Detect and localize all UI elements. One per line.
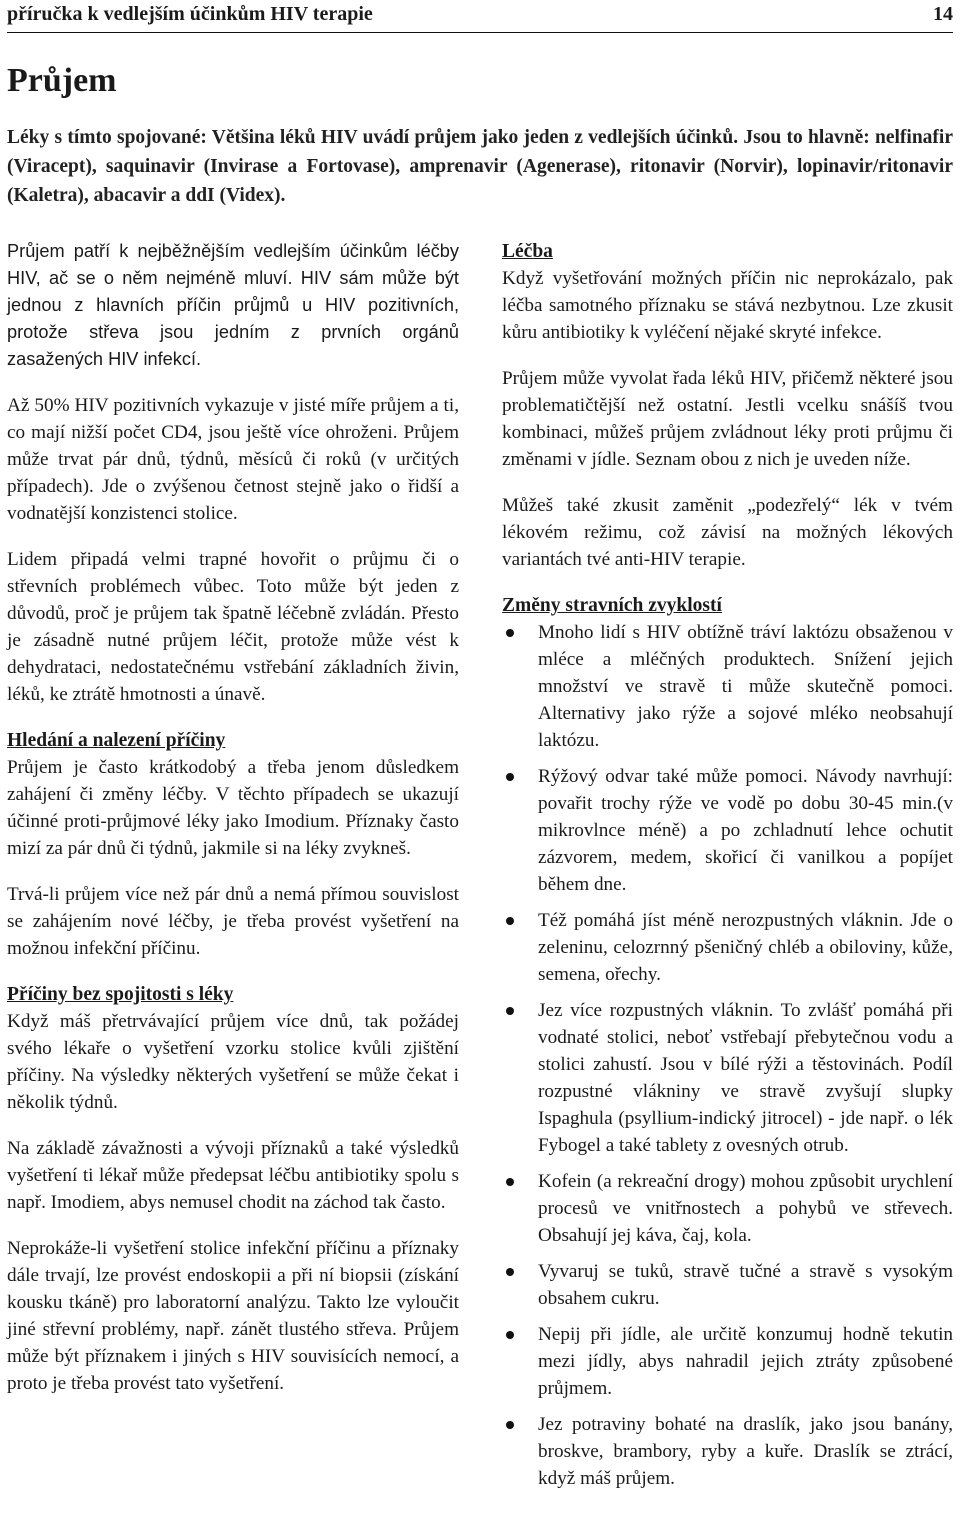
bullet-icon (506, 1268, 514, 1276)
list-item (502, 1168, 953, 1249)
paragraph-stool-test: Když máš přetrvávající průjem více dnů, tak požádej svého lékaře o vyšetření vzorku stolice kvůli zjištění příčiny. Na výsledky některých vyšetření se může čekat i několik týdnů. (7, 1011, 459, 1113)
heading-non-drug-causes: Příčiny bez spojitosti s léky (7, 984, 234, 1005)
paragraph-treatment: Když vyšetřování možných příčin nic neprokázalo, pak léčba samotného příznaku se stává nezbytnou. Lze zkusit kůru antibiotiky k vyléčení nějaké skryté infekce. (502, 268, 953, 343)
heading-diet-changes: Změny stravních zvyklostí (502, 595, 722, 616)
list-item-text: Nepij při jídle, ale určitě konzumuj hodně tekutin mezi jídly, abys nahradil jejich ztráty způsobené průjmem. (538, 1324, 953, 1399)
bullet-icon (506, 1178, 514, 1186)
list-item (502, 619, 953, 754)
list-item-text: Jez potraviny bohaté na draslík, jako jsou banány, broskve, brambory, ryby a kuře. Draslík se ztrácí, když máš průjem. (538, 1414, 953, 1489)
list-item (502, 1411, 953, 1492)
document-page (7, 0, 953, 1489)
diet-tips-list (502, 619, 953, 1492)
list-item (502, 907, 953, 988)
list-item-text: Rýžový odvar také může pomoci. Návody navrhují: povařit trochy rýže ve vodě po dobu 30-45 min.(v mikrovlnce méně) a po zchladnutí lehce ochutit zázvorem, medem, skořicí či vanilkou a popíjet během dne. (538, 766, 953, 895)
bullet-icon (506, 773, 514, 781)
paragraph-prevalence: Až 50% HIV pozitivních vykazuje v jisté míře průjem a ti, co mají nižší počet CD4, jsou ještě více ohroženi. Průjem může trvat pár dnů, týdnů, měsíců či roků (v určitých případech). Jde o zvýšenou četnost stejně jako o řidší a vodnatější konzistenci stolice. (7, 395, 459, 524)
list-item-text: Též pomáhá jíst méně nerozpustných vláknin. Jde o zeleninu, celozrnný pšeničný chléb a obiloviny, kůže, semena, ořechy. (538, 910, 953, 985)
list-item (502, 1258, 953, 1312)
list-item (502, 763, 953, 898)
paragraph-persisting: Trvá-li průjem více než pár dnů a nemá přímou souvislost se zahájením nové léčby, je třeba provést vyšetření na možnou infekční příčinu. (7, 884, 459, 959)
heading-treatment: Léčba (502, 241, 553, 262)
list-item-text: Vyvaruj se tuků, stravě tučné a stravě s vysokým obsahem cukru. (538, 1261, 953, 1309)
bullet-icon (506, 629, 514, 637)
bullet-icon (506, 1007, 514, 1015)
chapter-title: Průjem (7, 62, 117, 99)
bullet-icon (506, 917, 514, 925)
paragraph-switch-drug: Můžeš také zkusit zaměnit „podezřelý“ lék v tvém lékovém režimu, což závisí na možných lékových variantách tvé anti-HIV terapie. (502, 495, 953, 570)
heading-search-cause: Hledání a nalezení příčiny (7, 730, 226, 751)
paragraph-embarrassment: Lidem připadá velmi trapné hovořit o průjmu či o střevních problémech vůbec. Toto může být jeden z důvodů, proč je průjem tak špatně léčebně zvládán. Přesto je zásadně nutné průjem léčit, protože může vést k dehydrataci, nedostatečnému vstřebání základních živin, léků, ke ztrátě hmotnosti a únavě. (7, 549, 459, 705)
right-column (502, 238, 953, 1501)
page-number: 14 (933, 3, 953, 25)
book-title: příručka k vedlejším účinkům HIV terapie (7, 3, 373, 25)
list-item (502, 1321, 953, 1402)
paragraph-antibiotics: Na základě závažnosti a vývoji příznaků a také výsledků vyšetření ti lékař může předepsat léčbu antibiotiky spolu s např. Imodiem, abys nemusel chodit na záchod tak často. (7, 1138, 459, 1213)
list-item-text: Mnoho lidí s HIV obtížně tráví laktózu obsaženou v mléce a mléčných produktech. Snížení jejich množství ve stravě ti může skutečně pomoci. Alternativy jako rýže a sojové mléko neobsahují laktózu. (538, 622, 953, 751)
list-item-text: Jez více rozpustných vláknin. To zvlášť pomáhá při vodnaté stolici, neboť vstřebají přebytečnou vodu a stolici zahustí. Jsou v bílé rýži a těstovinách. Podíl rozpustné vlákniny ve stravě zvyšují slupky Ispaghula (psyllium-indický jitrocel) - jde např. o lék Fybogel a také tablety z ovesných otrub. (538, 1000, 953, 1156)
paragraph-intro: Průjem patří k nejběžnějším vedlejším účinkům léčby HIV, ač se o něm nejméně mluví. HIV sám může být jednou z hlavních příčin průjmů u HIV pozitivních, protože střeva jsou jedním z prvních orgánů zasažených HIV infekcí. (7, 241, 459, 369)
paragraph-endoscopy: Neprokáže-li vyšetření stolice infekční příčinu a příznaky dále trvají, lze provést endoskopii a při ní biopsii (získání kousku tkáně) pro laboratorní analýzu. Takto lze vyloučit jiné střevní problémy, např. zánět tlustého střeva. Průjem může být příznakem i jiných s HIV souvisících nemocí, a proto je třeba provést tato vyšetření. (7, 1238, 459, 1394)
bullet-icon (506, 1421, 514, 1429)
running-header (7, 0, 953, 33)
list-item (502, 997, 953, 1159)
paragraph-drugs-cause: Průjem může vyvolat řada léků HIV, přičemž některé jsou problematičtější než ostatní. Jestli vcelku snášíš tvou kombinaci, můžeš průjem zvládnout léky proti průjmu či změnami v jídle. Seznam obou z nich je uveden níže. (502, 368, 953, 470)
bullet-icon (506, 1331, 514, 1339)
list-item-text: Kofein (a rekreační drogy) mohou způsobit urychlení procesů ve vnitřnostech a pohybů ve střevech. Obsahují jej káva, čaj, kola. (538, 1171, 953, 1246)
left-column (7, 238, 459, 1416)
drugs-intro: Léky s tímto spojované: Většina léků HIV uvádí průjem jako jeden z vedlejších účinků. Jsou to hlavně: nelfinafir (Viracept), saquinavir (Invirase a Fortovase), amprenavir (Agenerase), ritonavir (Norvir), lopinavir/ritonavir (Kaletra), abacavir a ddI (Videx). (7, 127, 953, 206)
paragraph-short-term: Průjem je často krátkodobý a třeba jenom důsledkem zahájení či změny léčby. V těchto případech se ukazují účinné proti-průjmové léky jako Imodium. Příznaky často mizí za pár dnů či týdnů, jakmile si na léky zvykneš. (7, 757, 459, 859)
